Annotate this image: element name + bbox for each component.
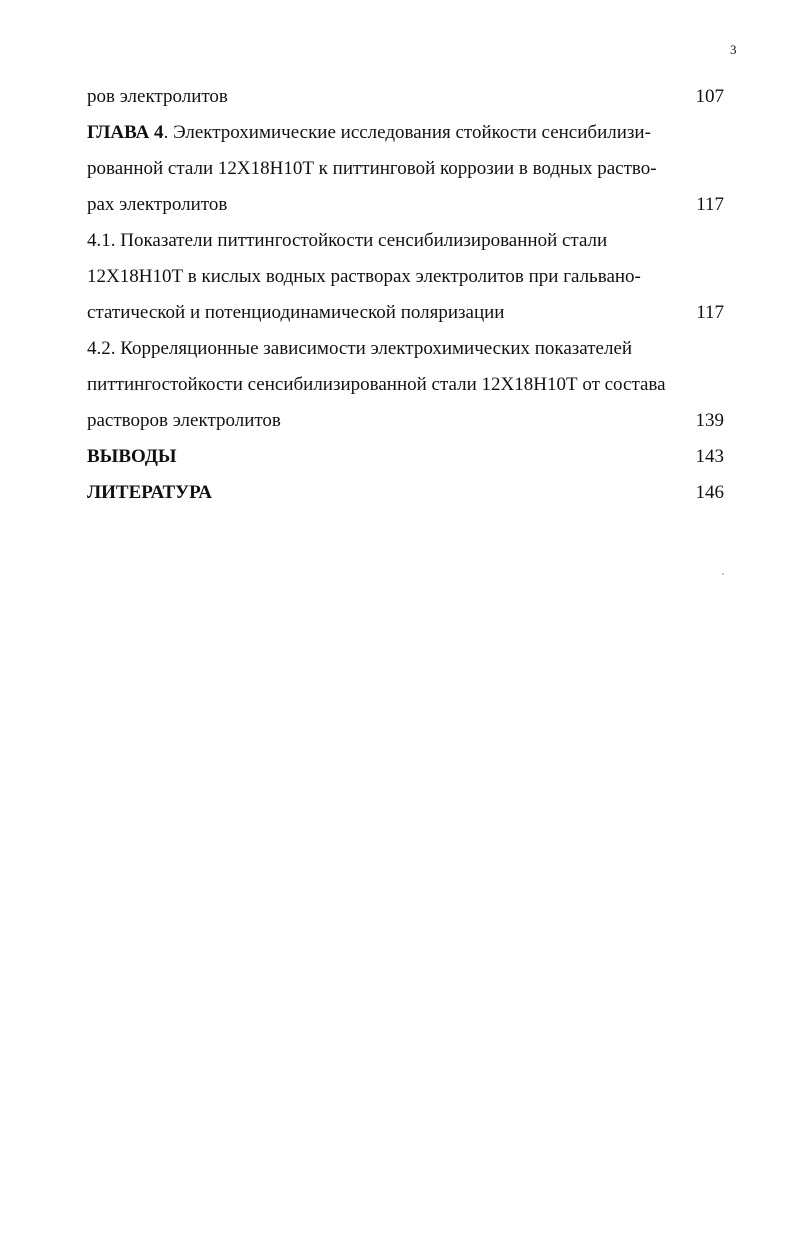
toc-entry-section-4-2-line-1 [87, 334, 724, 370]
toc-entry-text: 12Х18Н10Т в кислых водных растворах электролитов при гальвано- [87, 266, 641, 287]
table-of-contents [87, 82, 724, 514]
toc-entry-text: рованной стали 12Х18Н10Т к питтинговой коррозии в водных раство- [87, 158, 657, 179]
toc-entry-section-4-1-line-1 [87, 226, 724, 262]
toc-entry-section-4-1-line-2 [87, 262, 724, 298]
toc-page-number: 139 [695, 410, 724, 431]
toc-entry-section-4-2-line-3 [87, 406, 724, 442]
toc-entry-text [87, 118, 651, 148]
chapter-title: . Электрохимические исследования стойкости сенсибилизи- [163, 122, 651, 143]
toc-entry-text: 4.1. Показатели питтингостойкости сенсибилизированной стали [87, 230, 608, 251]
toc-page-number: 107 [695, 86, 724, 107]
toc-entry-text: статической и потенциодинамической поляризации [87, 302, 505, 323]
toc-page-number: 146 [695, 482, 724, 503]
toc-entry-title: ВЫВОДЫ [87, 446, 177, 467]
toc-page-number: 117 [696, 302, 724, 323]
toc-entry-text: ров электролитов [87, 86, 228, 107]
toc-entry-text: рах электролитов [87, 194, 228, 215]
toc-entry-chapter-4-line-2 [87, 154, 724, 190]
toc-entry-text: растворов электролитов [87, 410, 281, 431]
chapter-heading: ГЛАВА 4 [87, 122, 164, 143]
toc-entry-section-4-1-line-3 [87, 298, 724, 334]
toc-entry-literature [87, 478, 724, 514]
toc-page-number: 117 [696, 194, 724, 215]
toc-entry-chapter-4-line-3 [87, 190, 724, 226]
toc-entry-conclusions [87, 442, 724, 478]
toc-entry-section-4-2-line-2 [87, 370, 724, 406]
toc-entry-chapter-4-line-1 [87, 118, 724, 154]
page-number: 3 [730, 42, 737, 57]
toc-entry-continuation [87, 82, 724, 118]
toc-entry-text: питтингостойкости сенсибилизированной стали 12Х18Н10Т от состава [87, 374, 666, 395]
toc-entry-title: ЛИТЕРАТУРА [87, 482, 213, 503]
toc-page-number: 143 [695, 446, 724, 467]
scan-speck [722, 573, 724, 575]
toc-entry-text: 4.2. Корреляционные зависимости электрохимических показателей [87, 338, 633, 359]
